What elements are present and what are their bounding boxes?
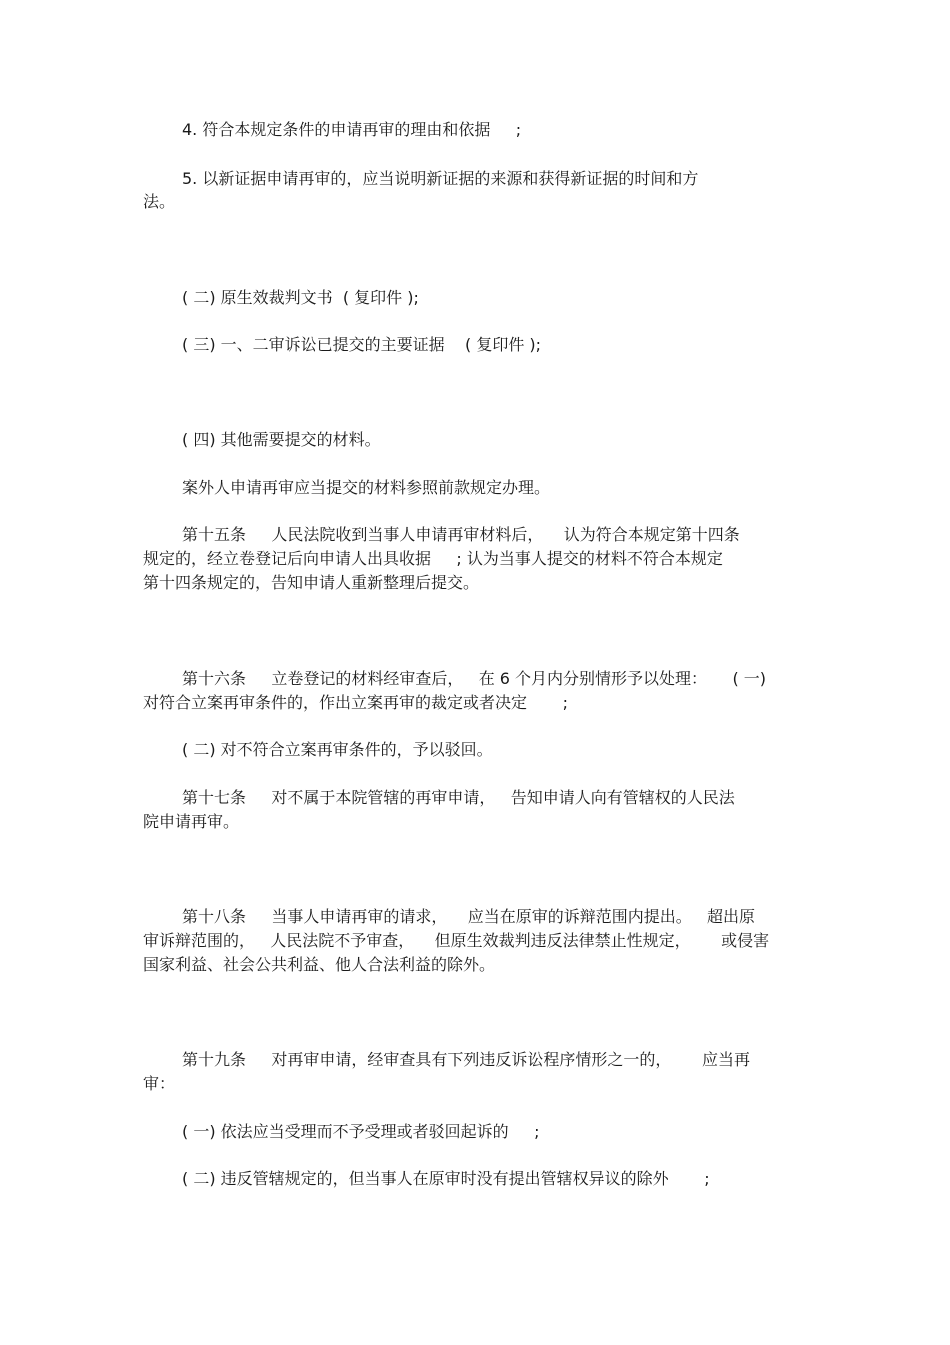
text-line: 审诉辩范围的， 人民法院不予审查， 但原生效裁判违反法律禁止性规定， 或侵害 bbox=[143, 931, 770, 950]
text-line: 审： bbox=[143, 1074, 176, 1093]
text-line: 第十七条 对不属于本院管辖的再审申请， 告知申请人向有管辖权的人民法 bbox=[182, 788, 735, 807]
text-line: 规定的，经立卷登记后向申请人出具收据 ; 认为当事人提交的材料不符合本规定 bbox=[143, 549, 723, 568]
text-line: 对符合立案再审条件的，作出立案再审的裁定或者决定 ; bbox=[143, 693, 568, 712]
text-line: 法。 bbox=[143, 192, 176, 211]
text-line: ( 一) 依法应当受理而不予受理或者驳回起诉的 ; bbox=[182, 1122, 540, 1141]
text-line: ( 三) 一、二审诉讼已提交的主要证据 ( 复印件 ); bbox=[182, 335, 542, 354]
text-line: 第十五条 人民法院收到当事人申请再审材料后， 认为符合本规定第十四条 bbox=[182, 525, 740, 544]
text-line: 5. 以新证据申请再审的，应当说明新证据的来源和获得新证据的时间和方 bbox=[182, 169, 699, 188]
text-line: 第十八条 当事人申请再审的请求， 应当在原审的诉辩范围内提出。 超出原 bbox=[182, 907, 756, 926]
text-line: 院申请再审。 bbox=[143, 812, 240, 831]
text-line: ( 四) 其他需要提交的材料。 bbox=[182, 430, 381, 449]
text-line: 4. 符合本规定条件的申请再审的理由和依据 ; bbox=[182, 120, 522, 139]
text-line: 第十九条 对再审申请，经审查具有下列违反诉讼程序情形之一的， 应当再 bbox=[182, 1050, 750, 1069]
text-line: ( 二) 违反管辖规定的，但当事人在原审时没有提出管辖权异议的除外 ; bbox=[182, 1169, 710, 1188]
text-line: 国家利益、社会公共利益、他人合法利益的除外。 bbox=[143, 955, 496, 974]
text-line: 第十六条 立卷登记的材料经审查后， 在 6 个月内分别情形予以处理： ( 一) bbox=[182, 669, 767, 688]
text-line: 第十四条规定的，告知申请人重新整理后提交。 bbox=[143, 573, 480, 592]
text-line: 案外人申请再审应当提交的材料参照前款规定办理。 bbox=[182, 478, 551, 497]
text-line: ( 二) 原生效裁判文书 ( 复印件 ); bbox=[182, 288, 419, 307]
text-line: ( 二) 对不符合立案再审条件的，予以驳回。 bbox=[182, 740, 493, 759]
